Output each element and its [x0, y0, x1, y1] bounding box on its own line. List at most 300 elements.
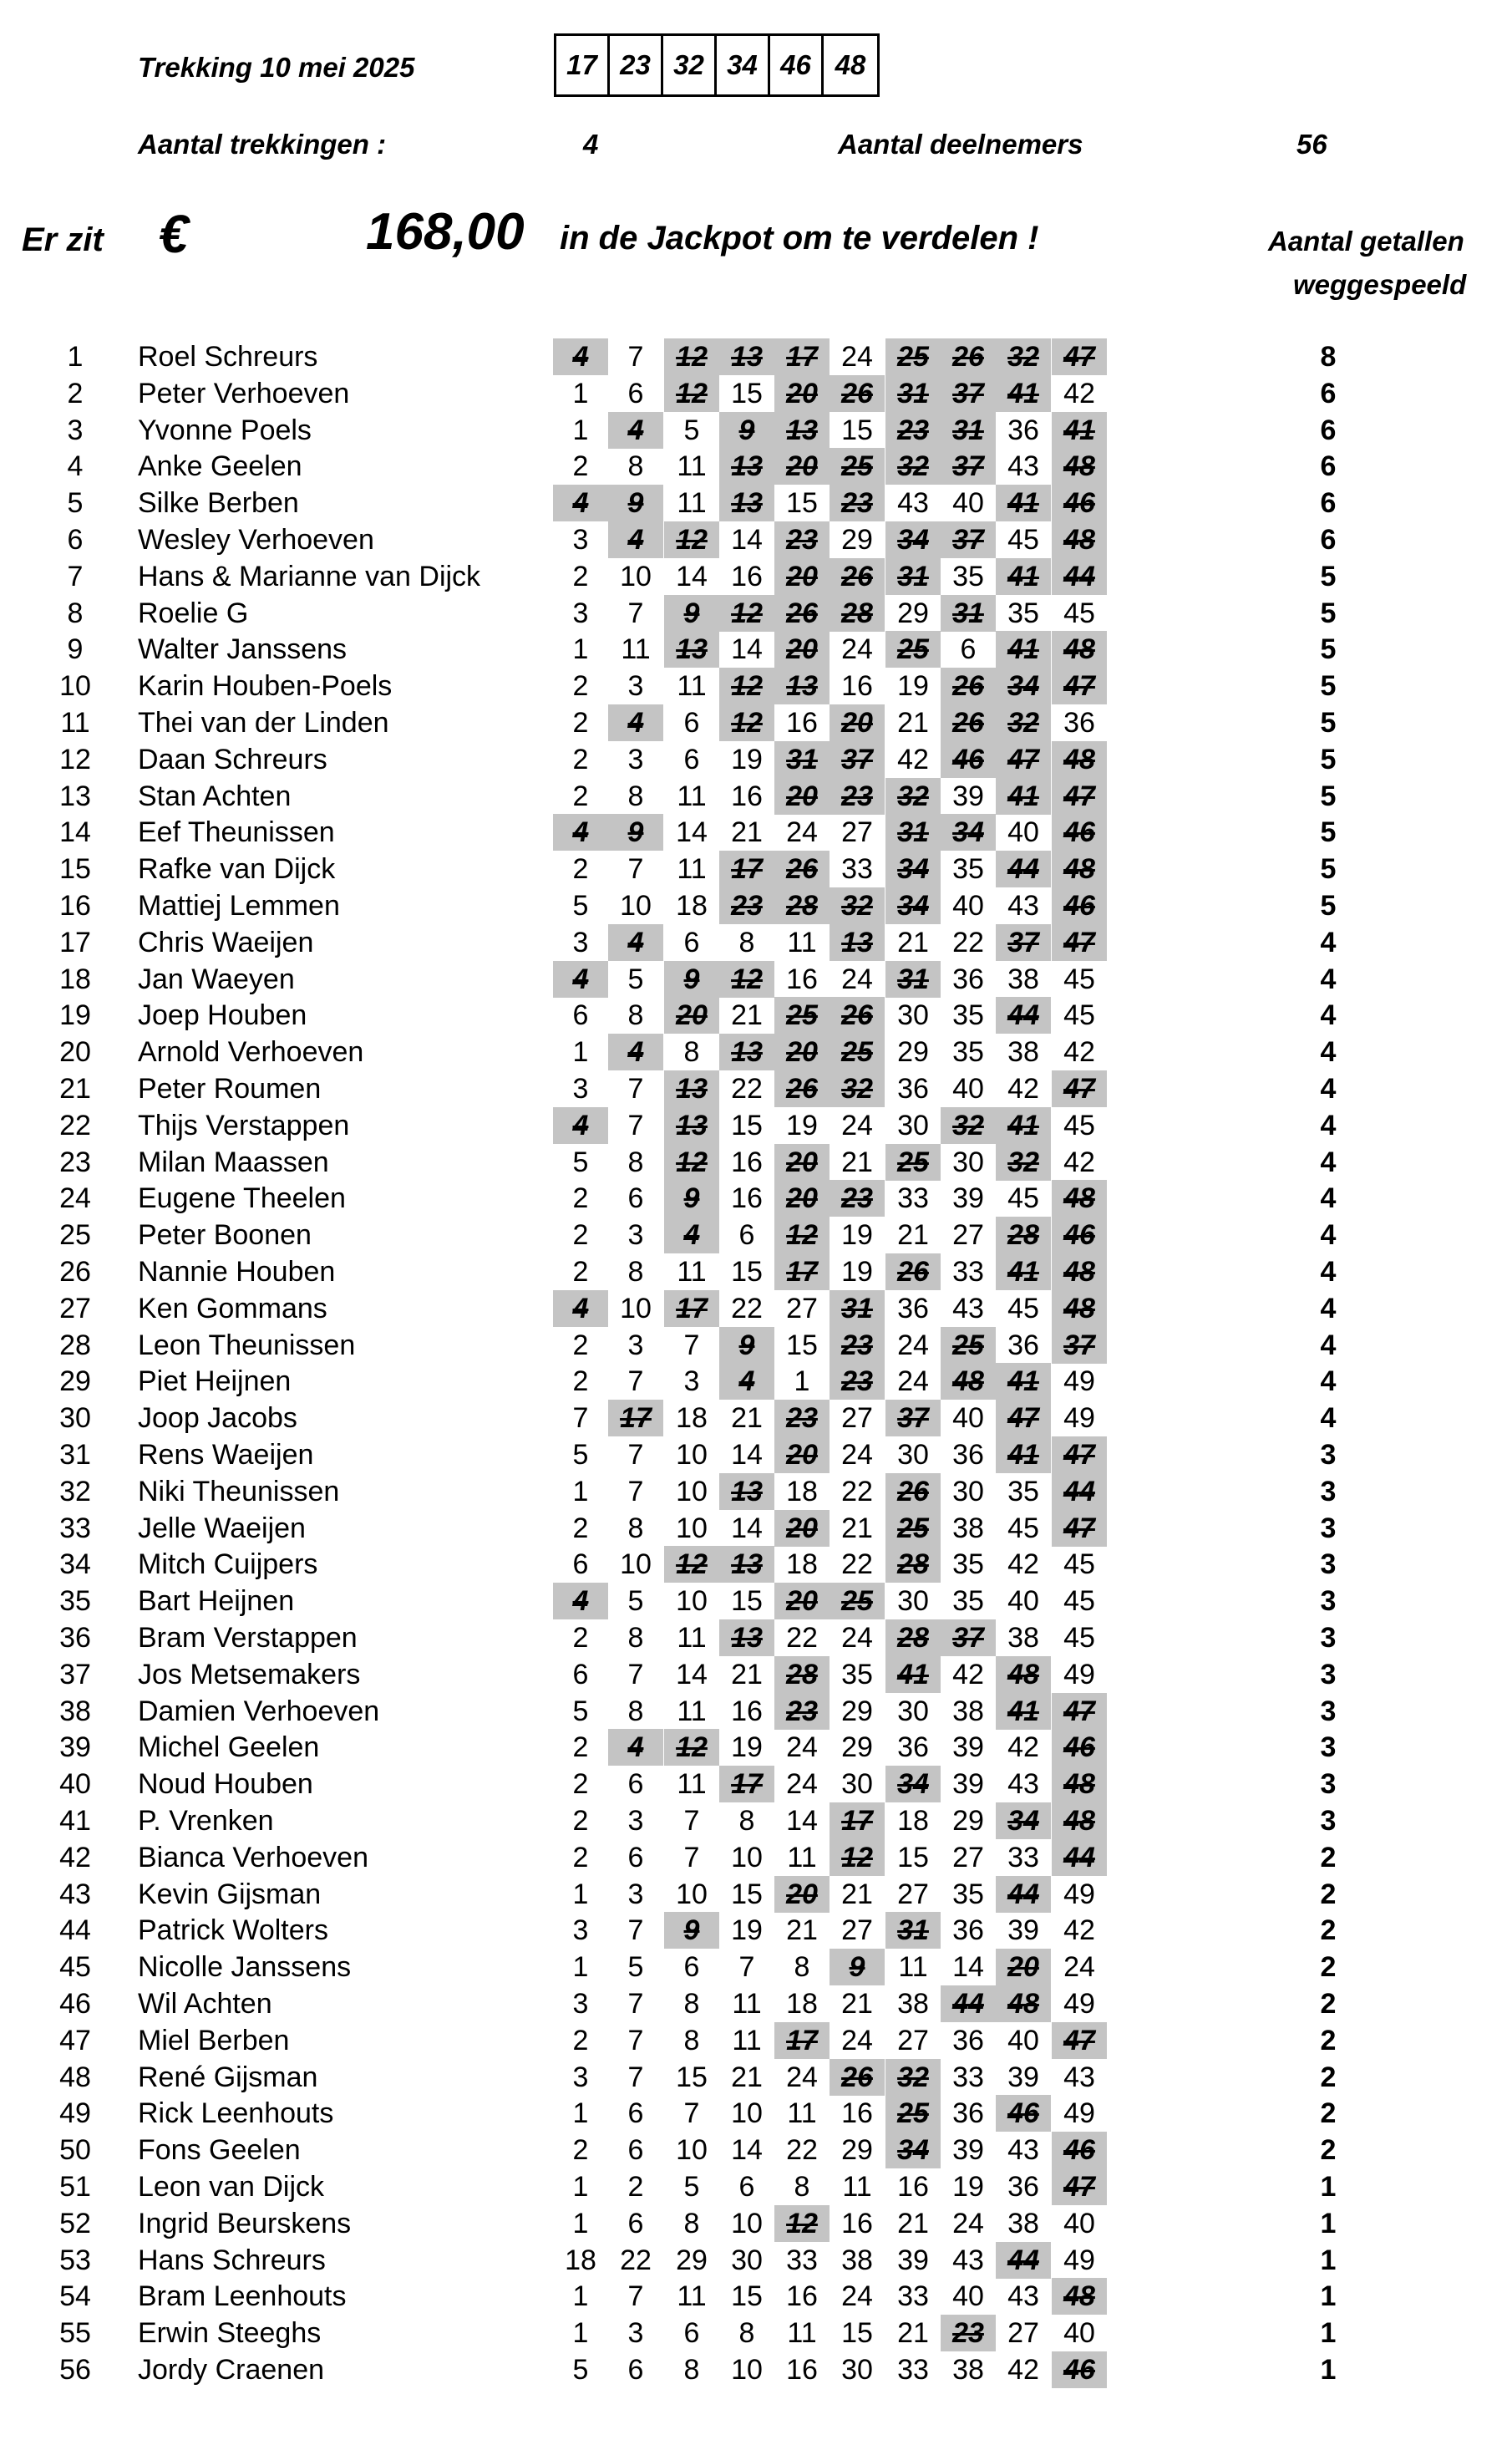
chosen-number: 18: [676, 1402, 708, 1435]
table-row: [0, 375, 1512, 412]
matched-count: 4: [1320, 999, 1337, 1032]
drawn-number: 23: [610, 36, 663, 94]
chosen-number: 6: [960, 633, 977, 666]
chosen-number: 49: [1063, 2244, 1095, 2276]
matched-number: 28: [830, 595, 885, 632]
matched-number: 37: [941, 521, 996, 558]
chosen-number: 45: [1063, 999, 1095, 1032]
chosen-number: 8: [627, 780, 644, 812]
matched-number: 25: [885, 1144, 941, 1181]
row-rank: 22: [59, 1109, 91, 1141]
chosen-number: 36: [1007, 414, 1039, 446]
row-rank: 54: [59, 2280, 91, 2313]
chosen-number: 49: [1063, 1402, 1095, 1435]
chosen-number: 40: [952, 1073, 984, 1105]
matched-number: 20: [996, 1949, 1051, 1985]
matched-count: 1: [1320, 2354, 1337, 2386]
table-row: [0, 1290, 1512, 1327]
chosen-number: 1: [572, 633, 589, 666]
chosen-number: 8: [683, 2354, 700, 2386]
chosen-number: 5: [572, 1439, 589, 1471]
chosen-number: 14: [731, 633, 763, 666]
row-rank: 34: [59, 1548, 91, 1581]
matched-count: 2: [1320, 2024, 1337, 2056]
matched-number: 47: [1052, 1510, 1107, 1547]
chosen-number: 11: [677, 1768, 707, 1801]
chosen-number: 7: [572, 1402, 589, 1435]
matched-number: 9: [608, 485, 663, 521]
chosen-number: 39: [952, 1768, 984, 1801]
matched-number: 37: [1052, 1327, 1107, 1364]
matched-count: 8: [1320, 341, 1337, 373]
matched-number: 48: [1052, 1290, 1107, 1327]
matched-number: 46: [996, 2095, 1051, 2132]
row-rank: 46: [59, 1988, 91, 2020]
matched-count: 5: [1320, 633, 1337, 666]
table-row: [0, 778, 1512, 815]
chosen-number: 8: [683, 2207, 700, 2239]
chosen-number: 7: [683, 1329, 700, 1361]
chosen-number: 1: [572, 2317, 589, 2350]
chosen-number: 3: [572, 2061, 589, 2093]
row-rank: 11: [60, 707, 90, 739]
matched-number: 41: [996, 558, 1051, 595]
chosen-number: 16: [841, 2097, 873, 2130]
matched-number: 20: [664, 997, 719, 1034]
matched-number: 26: [885, 1253, 941, 1290]
chosen-number: 38: [1007, 963, 1039, 995]
matched-number: 23: [830, 778, 885, 815]
chosen-number: 11: [677, 853, 707, 886]
row-rank: 26: [59, 1256, 91, 1288]
chosen-number: 33: [952, 1256, 984, 1288]
matched-count: 4: [1320, 1073, 1337, 1105]
chosen-number: 8: [683, 1988, 700, 2020]
participant-name: Piet Heijnen: [138, 1365, 292, 1398]
chosen-number: 21: [731, 1658, 763, 1690]
chosen-number: 2: [572, 1182, 589, 1215]
table-row: [0, 2095, 1512, 2132]
matched-number: 26: [774, 1070, 830, 1107]
chosen-number: 29: [676, 2244, 708, 2276]
chosen-number: 2: [572, 1622, 589, 1654]
row-rank: 14: [59, 816, 91, 849]
matched-count: 5: [1320, 560, 1337, 592]
matched-number: 31: [885, 1912, 941, 1949]
chosen-number: 43: [1007, 890, 1039, 922]
row-rank: 6: [67, 524, 84, 556]
chosen-number: 38: [1007, 1622, 1039, 1654]
chosen-number: 7: [683, 2097, 700, 2130]
matched-number: 46: [1052, 814, 1107, 851]
chosen-number: 6: [627, 2207, 644, 2239]
row-rank: 53: [59, 2244, 91, 2276]
chosen-number: 16: [786, 963, 818, 995]
matched-number: 47: [996, 741, 1051, 778]
chosen-number: 35: [952, 1548, 984, 1581]
matched-number: 20: [774, 1144, 830, 1181]
matched-number: 48: [996, 1656, 1051, 1693]
chosen-number: 16: [786, 707, 818, 739]
matched-count: 1: [1320, 2244, 1337, 2276]
chosen-number: 16: [731, 1146, 763, 1178]
chosen-number: 16: [841, 670, 873, 703]
matched-count: 5: [1320, 853, 1337, 886]
chosen-number: 16: [731, 1182, 763, 1215]
jackpot-amount: 168,00: [366, 203, 525, 261]
matched-number: 44: [1052, 1473, 1107, 1510]
chosen-number: 43: [952, 2244, 984, 2276]
chosen-number: 36: [1007, 1329, 1039, 1361]
participant-name: René Gijsman: [138, 2061, 318, 2093]
matched-count: 1: [1320, 2171, 1337, 2203]
chosen-number: 42: [1007, 1073, 1039, 1105]
chosen-number: 6: [627, 2354, 644, 2386]
chosen-number: 40: [952, 890, 984, 922]
chosen-number: 43: [1007, 2134, 1039, 2167]
chosen-number: 45: [1063, 963, 1095, 995]
chosen-number: 30: [952, 1146, 984, 1178]
chosen-number: 16: [897, 2171, 929, 2203]
matched-number: 23: [830, 485, 885, 521]
matched-number: 32: [996, 338, 1051, 375]
chosen-number: 8: [627, 1256, 644, 1288]
matched-count: 3: [1320, 1585, 1337, 1618]
matched-number: 41: [996, 778, 1051, 815]
drawn-number: 17: [556, 36, 610, 94]
matched-number: 46: [1052, 2351, 1107, 2388]
chosen-number: 2: [572, 1841, 589, 1873]
participant-name: Stan Achten: [138, 780, 292, 812]
participant-name: Bianca Verhoeven: [138, 1841, 368, 1873]
chosen-number: 30: [897, 1109, 929, 1141]
chosen-number: 11: [787, 2317, 817, 2350]
chosen-number: 8: [794, 1951, 810, 1984]
chosen-number: 21: [841, 1512, 873, 1544]
chosen-number: 16: [786, 2280, 818, 2313]
row-rank: 25: [59, 1219, 91, 1252]
chosen-number: 10: [676, 1585, 708, 1618]
chosen-number: 27: [1007, 2317, 1039, 2350]
matched-number: 26: [885, 1473, 941, 1510]
matched-count: 2: [1320, 1951, 1337, 1984]
row-rank: 48: [59, 2061, 91, 2093]
chosen-number: 21: [841, 1146, 873, 1178]
matched-number: 46: [1052, 1729, 1107, 1766]
matched-number: 48: [1052, 448, 1107, 485]
row-rank: 27: [59, 1292, 91, 1324]
participant-name: Arnold Verhoeven: [138, 1036, 364, 1069]
matched-number: 26: [941, 704, 996, 741]
chosen-number: 5: [627, 1951, 644, 1984]
row-rank: 8: [67, 597, 84, 629]
participant-name: Wil Achten: [138, 1988, 272, 2020]
matched-count: 4: [1320, 1146, 1337, 1178]
chosen-number: 22: [841, 1475, 873, 1507]
chosen-number: 18: [786, 1475, 818, 1507]
chosen-number: 42: [1063, 1036, 1095, 1069]
chosen-number: 45: [1063, 1109, 1095, 1141]
matched-number: 48: [941, 1363, 996, 1400]
participant-name: Thijs Verstappen: [138, 1109, 350, 1141]
chosen-number: 6: [683, 1951, 700, 1984]
participant-name: Mitch Cuijpers: [138, 1548, 318, 1581]
chosen-number: 24: [897, 1365, 929, 1398]
matched-number: 47: [1052, 338, 1107, 375]
chosen-number: 3: [627, 1329, 644, 1361]
chosen-number: 5: [627, 1585, 644, 1618]
chosen-number: 49: [1063, 2097, 1095, 2130]
chosen-number: 33: [952, 2061, 984, 2093]
chosen-number: 10: [676, 1475, 708, 1507]
chosen-number: 21: [731, 1402, 763, 1435]
chosen-number: 6: [683, 707, 700, 739]
matched-number: 31: [830, 1290, 885, 1327]
chosen-number: 1: [572, 1878, 589, 1910]
matched-number: 20: [774, 631, 830, 668]
matched-number: 48: [1052, 2278, 1107, 2315]
matched-number: 28: [885, 1546, 941, 1583]
chosen-number: 21: [731, 999, 763, 1032]
matched-number: 13: [719, 1473, 774, 1510]
chosen-number: 7: [627, 2280, 644, 2313]
matched-number: 9: [608, 814, 663, 851]
chosen-number: 14: [786, 1805, 818, 1837]
chosen-number: 10: [676, 1878, 708, 1910]
matched-count: 3: [1320, 1805, 1337, 1837]
chosen-number: 36: [1007, 2171, 1039, 2203]
matched-number: 37: [885, 1400, 941, 1436]
matched-number: 17: [774, 1253, 830, 1290]
table-row: [0, 412, 1512, 449]
participant-name: Yvonne Poels: [138, 414, 312, 446]
matched-number: 4: [608, 1729, 663, 1766]
participant-name: Michel Geelen: [138, 1731, 320, 1764]
matched-count: 4: [1320, 1109, 1337, 1141]
chosen-number: 3: [627, 670, 644, 703]
chosen-number: 39: [897, 2244, 929, 2276]
matched-number: 12: [774, 1217, 830, 1253]
chosen-number: 7: [627, 1475, 644, 1507]
matched-number: 31: [774, 741, 830, 778]
matched-number: 9: [664, 1180, 719, 1217]
chosen-number: 2: [572, 1365, 589, 1398]
chosen-number: 35: [841, 1658, 873, 1690]
chosen-number: 16: [786, 2354, 818, 2386]
chosen-number: 42: [897, 743, 929, 775]
chosen-number: 43: [1007, 2280, 1039, 2313]
chosen-number: 19: [897, 670, 929, 703]
drawn-numbers-box: [554, 33, 880, 97]
chosen-number: 38: [841, 2244, 873, 2276]
chosen-number: 8: [738, 1805, 755, 1837]
matched-number: 41: [1052, 412, 1107, 449]
matched-number: 12: [719, 668, 774, 704]
chosen-number: 6: [683, 2317, 700, 2350]
chosen-number: 42: [1007, 1548, 1039, 1581]
row-rank: 31: [59, 1439, 91, 1471]
chosen-number: 33: [1007, 1841, 1039, 1873]
chosen-number: 30: [897, 999, 929, 1032]
matched-number: 25: [830, 448, 885, 485]
chosen-number: 24: [786, 816, 818, 849]
matched-number: 37: [941, 1619, 996, 1656]
matched-number: 25: [885, 1510, 941, 1547]
chosen-number: 11: [732, 1988, 762, 2020]
matched-number: 17: [774, 338, 830, 375]
matched-number: 4: [608, 521, 663, 558]
matched-count: 1: [1320, 2207, 1337, 2239]
chosen-number: 6: [627, 377, 644, 409]
chosen-number: 11: [677, 1256, 707, 1288]
matched-number: 32: [885, 448, 941, 485]
chosen-number: 16: [841, 2207, 873, 2239]
chosen-number: 16: [731, 560, 763, 592]
chosen-number: 19: [731, 1731, 763, 1764]
chosen-number: 5: [683, 2171, 700, 2203]
chosen-number: 29: [952, 1805, 984, 1837]
matched-number: 41: [996, 1107, 1051, 1144]
table-row: [0, 2132, 1512, 2168]
chosen-number: 8: [627, 999, 644, 1032]
matched-number: 34: [885, 887, 941, 924]
chosen-number: 30: [897, 1585, 929, 1618]
chosen-number: 2: [572, 1805, 589, 1837]
chosen-number: 16: [731, 780, 763, 812]
matched-number: 12: [664, 1546, 719, 1583]
row-rank: 41: [59, 1805, 91, 1837]
chosen-number: 11: [787, 2097, 817, 2130]
matched-count: 6: [1320, 487, 1337, 520]
matched-number: 34: [885, 851, 941, 887]
chosen-number: 11: [677, 1695, 707, 1727]
chosen-number: 19: [952, 2171, 984, 2203]
chosen-number: 7: [627, 1658, 644, 1690]
matched-number: 26: [941, 668, 996, 704]
table-row: [0, 741, 1512, 778]
chosen-number: 45: [1007, 1182, 1039, 1215]
chosen-number: 2: [572, 1256, 589, 1288]
row-rank: 18: [59, 963, 91, 995]
matched-count: 3: [1320, 1695, 1337, 1727]
chosen-number: 45: [1007, 1292, 1039, 1324]
table-row: [0, 1766, 1512, 1802]
matched-number: 4: [608, 1034, 663, 1070]
chosen-number: 8: [738, 926, 755, 958]
chosen-number: 6: [683, 743, 700, 775]
table-row: [0, 2242, 1512, 2279]
chosen-number: 14: [731, 1439, 763, 1471]
participant-name: Joop Jacobs: [138, 1402, 297, 1435]
matched-number: 9: [830, 1949, 885, 1985]
table-row: [0, 924, 1512, 961]
matched-number: 44: [941, 1985, 996, 2022]
chosen-number: 7: [627, 1109, 644, 1141]
matched-count: 2: [1320, 2134, 1337, 2167]
participant-name: Hans Schreurs: [138, 2244, 326, 2276]
chosen-number: 6: [683, 926, 700, 958]
matched-number: 12: [719, 961, 774, 998]
chosen-number: 24: [786, 2061, 818, 2093]
chosen-number: 24: [841, 963, 873, 995]
chosen-number: 1: [572, 2280, 589, 2313]
matched-count: 4: [1320, 1182, 1337, 1215]
matched-number: 44: [1052, 1839, 1107, 1876]
row-rank: 1: [67, 341, 84, 373]
matched-count: 4: [1320, 1256, 1337, 1288]
chosen-number: 8: [627, 1622, 644, 1654]
matched-count: 4: [1320, 1219, 1337, 1252]
matched-number: 48: [1052, 741, 1107, 778]
chosen-number: 7: [683, 1841, 700, 1873]
matched-number: 13: [664, 631, 719, 668]
chosen-number: 11: [842, 2171, 872, 2203]
chosen-number: 2: [572, 707, 589, 739]
table-row: [0, 961, 1512, 998]
matched-count: 6: [1320, 414, 1337, 446]
table-row: [0, 814, 1512, 851]
chosen-number: 15: [897, 1841, 929, 1873]
chosen-number: 14: [731, 524, 763, 556]
chosen-number: 42: [1063, 1146, 1095, 1178]
chosen-number: 29: [841, 1731, 873, 1764]
matched-count: 3: [1320, 1731, 1337, 1764]
chosen-number: 1: [572, 2171, 589, 2203]
matched-count: 5: [1320, 597, 1337, 629]
matched-number: 28: [885, 1619, 941, 1656]
chosen-number: 30: [952, 1475, 984, 1507]
row-rank: 16: [59, 890, 91, 922]
matched-number: 20: [774, 1180, 830, 1217]
participant-name: P. Vrenken: [138, 1805, 274, 1837]
table-row: [0, 595, 1512, 632]
participant-name: Eef Theunissen: [138, 816, 335, 849]
chosen-number: 1: [572, 2097, 589, 2130]
table-row: [0, 448, 1512, 485]
chosen-number: 24: [952, 2207, 984, 2239]
participant-name: Thei van der Linden: [138, 707, 389, 739]
chosen-number: 15: [841, 2317, 873, 2350]
matched-number: 47: [1052, 668, 1107, 704]
chosen-number: 7: [627, 1914, 644, 1947]
participant-name: Rick Leenhouts: [138, 2097, 334, 2130]
chosen-number: 1: [572, 1036, 589, 1069]
participant-name: Walter Janssens: [138, 633, 348, 666]
matched-count: 5: [1320, 890, 1337, 922]
matched-number: 13: [830, 924, 885, 961]
row-rank: 17: [59, 926, 91, 958]
chosen-number: 39: [1007, 2061, 1039, 2093]
matched-number: 41: [996, 1436, 1051, 1473]
participant-name: Silke Berben: [138, 487, 299, 520]
matched-number: 4: [553, 338, 608, 375]
drawn-number: 32: [663, 36, 717, 94]
matched-count: 5: [1320, 670, 1337, 703]
row-rank: 24: [59, 1182, 91, 1215]
participant-name: Leon Theunissen: [138, 1329, 356, 1361]
participant-name: Ingrid Beurskens: [138, 2207, 352, 2239]
table-row: [0, 2315, 1512, 2351]
chosen-number: 18: [676, 890, 708, 922]
chosen-number: 24: [841, 1439, 873, 1471]
row-rank: 28: [59, 1329, 91, 1361]
chosen-number: 35: [952, 1585, 984, 1618]
chosen-number: 27: [841, 1402, 873, 1435]
chosen-number: 10: [731, 2354, 763, 2386]
chosen-number: 15: [676, 2061, 708, 2093]
chosen-number: 11: [677, 450, 707, 483]
chosen-number: 40: [952, 1402, 984, 1435]
